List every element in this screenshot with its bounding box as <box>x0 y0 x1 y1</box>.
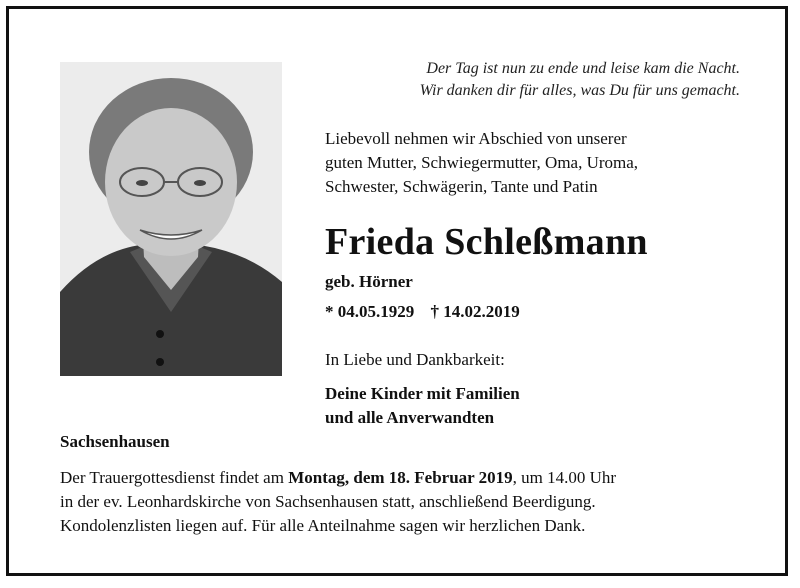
service-info <box>60 466 750 538</box>
service-text: Der Trauergottesdienst findet am <box>60 468 289 487</box>
farewell-intro <box>325 127 638 199</box>
deceased-name: Frieda Schleßmann <box>325 221 648 263</box>
quote-line: Der Tag ist nun zu ende und leise kam die Nacht. <box>426 60 740 77</box>
service-line: in der ev. Leonhardskirche von Sachsenhausen statt, anschließend Beerdigung. <box>60 492 596 511</box>
closing-phrase: In Liebe und Dankbarkeit: <box>325 350 505 369</box>
service-text: , um 14.00 Uhr <box>512 468 617 487</box>
service-line: Kondolenzlisten liegen auf. Für alle Anteilnahme sagen wir herzlichen Dank. <box>60 516 586 535</box>
intro-line: guten Mutter, Schwiegermutter, Oma, Uroma, <box>325 153 639 172</box>
birth-date: * 04.05.1929 <box>325 302 415 321</box>
intro-line: Liebevoll nehmen wir Abschied von unserer <box>325 129 627 148</box>
life-dates <box>325 302 532 322</box>
death-date: † 14.02.2019 <box>430 302 520 321</box>
memorial-quote <box>420 58 740 102</box>
mourner-line: und alle Anverwandten <box>325 408 495 427</box>
maiden-name: geb. Hörner <box>325 272 413 291</box>
service-date: Montag, dem 18. Februar 2019 <box>288 468 513 487</box>
portrait-photo <box>60 62 282 376</box>
service-line <box>60 466 750 490</box>
intro-line: Schwester, Schwägerin, Tante und Patin <box>325 177 598 196</box>
quote-line: Wir danken dir für alles, was Du für uns gemacht. <box>419 82 740 99</box>
mourners <box>325 382 520 430</box>
portrait-image <box>60 62 282 376</box>
mourner-line: Deine Kinder mit Familien <box>325 384 520 403</box>
place-name: Sachsenhausen <box>60 432 170 451</box>
